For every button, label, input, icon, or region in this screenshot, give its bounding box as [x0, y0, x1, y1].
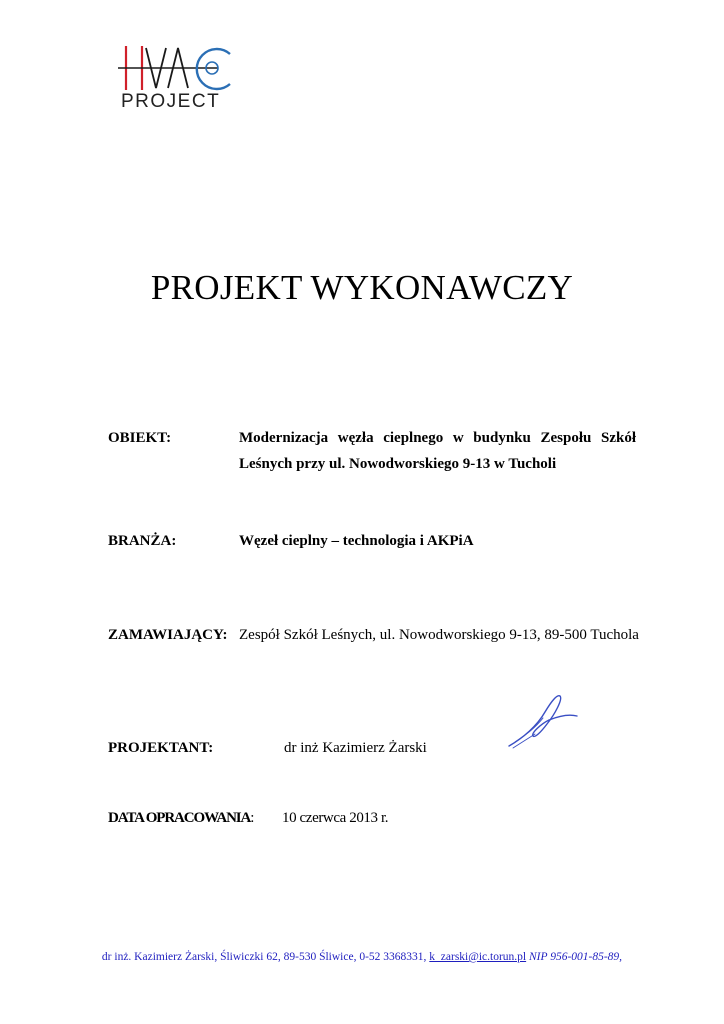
logo-subtitle: PROJECT: [121, 91, 221, 112]
footer-email-link[interactable]: k_zarski@ic.torun.pl: [429, 951, 527, 963]
data-opracowania-colon: :: [250, 810, 255, 826]
obiekt-value-line2: Leśnych przy ul. Nowodworskiego 9-13 w Tucholi: [239, 456, 557, 472]
branza-label: BRANŻA:: [108, 533, 177, 549]
obiekt-value: [239, 428, 636, 474]
hvac-logo-mark: [118, 40, 238, 96]
obiekt-value-line1: Modernizacja węzła cieplnego w budynku Zespołu Szkół: [239, 430, 636, 446]
handwritten-signature: [505, 690, 585, 752]
footer-contact: [0, 949, 724, 965]
document-title: PROJEKT WYKONAWCZY: [150, 268, 574, 307]
data-opracowania-value: 10 czerwca 2013 r.: [282, 810, 389, 826]
zamawiajacy-value: Zespół Szkół Leśnych, ul. Nowodworskiego 9-13, 89-500 Tuchola: [239, 627, 639, 643]
data-opracowania-label-text: DATA OPRACOWANIA: [108, 810, 251, 826]
data-opracowania-label: [108, 808, 254, 828]
zamawiajacy-label: ZAMAWIAJĄCY:: [108, 627, 228, 643]
footer-nip: NIP 956-001-85-89,: [529, 951, 623, 963]
branza-value: Węzeł cieplny – technologia i AKPiA: [239, 533, 474, 549]
projektant-value: dr inż Kazimierz Żarski: [284, 740, 427, 756]
footer-contact-text: dr inż. Kazimierz Żarski, Śliwiczki 62, 89-530 Śliwice, 0-52 3368331,: [101, 951, 427, 963]
projektant-label: PROJEKTANT:: [108, 740, 214, 756]
obiekt-label: OBIEKT:: [108, 430, 172, 446]
